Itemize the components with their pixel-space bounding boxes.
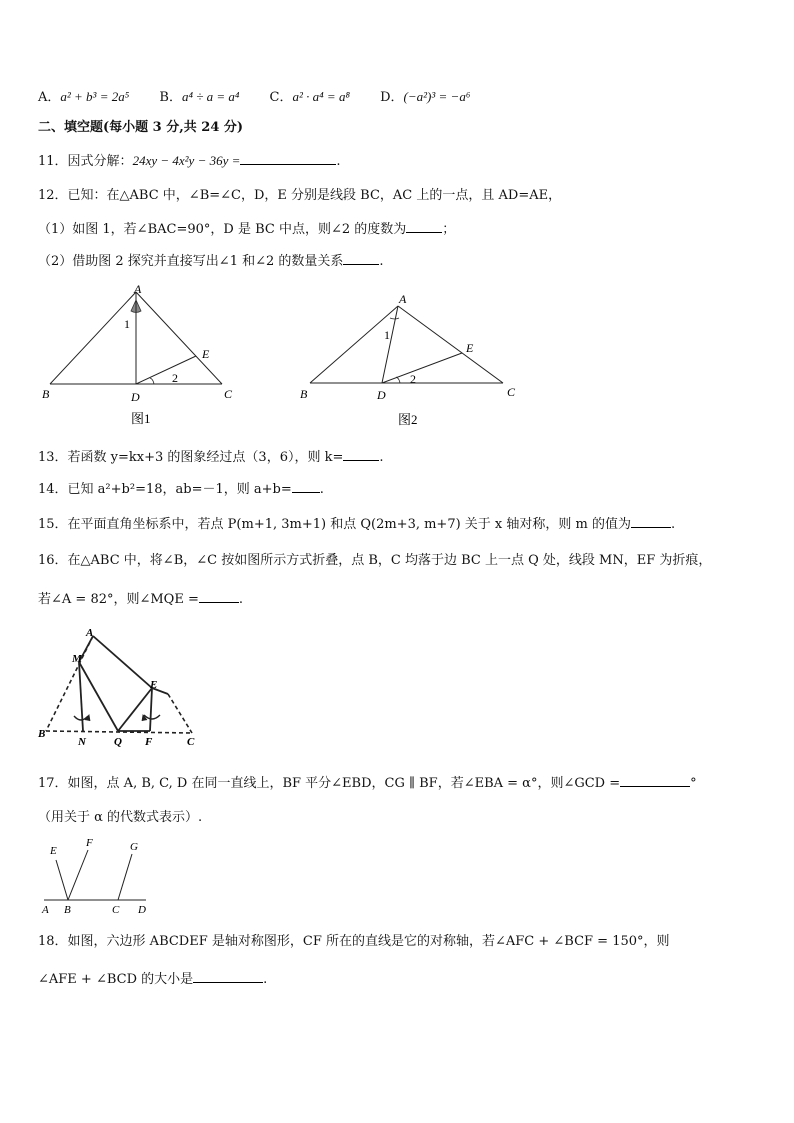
svg-text:D: D: [377, 388, 386, 402]
question-17: 17．如图，点 A, B, C, D 在同一直线上，BF 平分∠EBD，CG ∥ BF，若∠EBA = α°，则∠GCD = °: [38, 772, 697, 794]
label-b: B: [42, 387, 50, 401]
question-18: 18．如图，六边形 ABCDEF 是轴对称图形，CF 所在的直线是它的对称轴，若∠AFC + ∠BCF = 150°，则: [38, 934, 670, 949]
svg-text:2: 2: [410, 372, 416, 386]
svg-text:N: N: [78, 736, 86, 748]
svg-text:C: C: [112, 904, 120, 916]
answer-blank[interactable]: [240, 150, 336, 165]
question-16: 16．在△ABC 中，将∠B，∠C 按如图所示方式折叠，点 B，C 均落于边 BC 上一点 Q 处，线段 MN，EF 为折痕，: [38, 553, 712, 568]
question-18-line2: ∠AFE + ∠BCD 的大小是 .: [38, 968, 267, 990]
figure-1: [30, 282, 250, 432]
label-angle-2: 2: [172, 371, 178, 385]
svg-text:C: C: [187, 736, 195, 748]
label-a: A: [134, 282, 142, 296]
svg-text:F: F: [86, 838, 93, 849]
question-14: 14．已知 a²+b²=18，ab=－1，则 a+b= .: [38, 478, 324, 500]
answer-blank[interactable]: [406, 218, 442, 233]
question-12-part2: （2）借助图 2 探究并直接写出∠1 和∠2 的数量关系 .: [38, 250, 384, 272]
question-15: 15．在平面直角坐标系中，若点 P(m+1, 3m+1) 和点 Q(2m+3, m+7) 关于 x 轴对称，则 m 的值为 .: [38, 513, 675, 535]
svg-text:B: B: [38, 728, 46, 740]
svg-text:A: A: [86, 627, 94, 639]
question-12: 12．已知：在△ABC 中，∠B=∠C，D，E 分别是线段 BC，AC 上的一点，且 AD=AE，: [38, 188, 562, 203]
svg-text:Q: Q: [114, 736, 122, 748]
answer-blank[interactable]: [343, 250, 379, 265]
figure-3: [34, 624, 214, 754]
answer-blank[interactable]: [292, 478, 320, 493]
option-b-expr: a⁴ ÷ a = a⁴: [181, 89, 240, 104]
figure-caption: 图2: [398, 412, 418, 427]
question-13: 13．若函数 y=kx+3 的图象经过点（3，6），则 k= .: [38, 446, 384, 468]
question-11: 11．因式分解：24xy − 4x²y − 36y = .: [38, 150, 341, 172]
question-12-part1: （1）如图 1，若∠BAC=90°，D 是 BC 中点，则∠2 的度数为 ；: [38, 218, 455, 240]
figure-2: [292, 288, 532, 438]
q10-options: A．a² + b³ = 2a⁵ B．a⁴ ÷ a = a⁴ C．a² · a⁴ = a⁸ D．(−a²)³ = −a⁶: [38, 89, 471, 105]
svg-text:A: A: [42, 904, 49, 916]
option-a-expr: a² + b³ = 2a⁵: [60, 89, 130, 104]
svg-text:C: C: [507, 385, 516, 399]
label-angle-1: 1: [124, 317, 130, 331]
answer-blank[interactable]: [631, 513, 671, 528]
figure-caption: 图1: [131, 411, 151, 426]
answer-blank[interactable]: [620, 772, 690, 787]
question-16-line2: 若∠A = 82°，则∠MQE = .: [38, 588, 243, 610]
svg-text:B: B: [300, 387, 308, 401]
question-17-line2: （用关于 α 的代数式表示）.: [38, 810, 203, 825]
section-title: 二、填空题(每小题 3 分,共 24 分): [38, 120, 244, 135]
option-d-expr: (−a²)³ = −a⁶: [403, 89, 471, 104]
label-d: D: [131, 390, 140, 404]
svg-text:B: B: [64, 904, 71, 916]
answer-blank[interactable]: [193, 968, 263, 983]
svg-text:E: E: [466, 341, 474, 355]
svg-text:E: E: [150, 679, 158, 691]
svg-text:1: 1: [384, 328, 390, 342]
svg-text:F: F: [145, 736, 153, 748]
option-c-expr: a² · a⁴ = a⁸: [292, 89, 350, 104]
label-e: E: [202, 347, 210, 361]
figure-4: [36, 838, 166, 918]
svg-text:A: A: [399, 292, 407, 306]
answer-blank[interactable]: [343, 446, 379, 461]
answer-blank[interactable]: [199, 588, 239, 603]
svg-text:G: G: [130, 841, 138, 853]
svg-text:E: E: [50, 845, 57, 857]
svg-text:M: M: [72, 653, 82, 665]
svg-text:D: D: [138, 904, 146, 916]
label-c: C: [224, 387, 233, 401]
